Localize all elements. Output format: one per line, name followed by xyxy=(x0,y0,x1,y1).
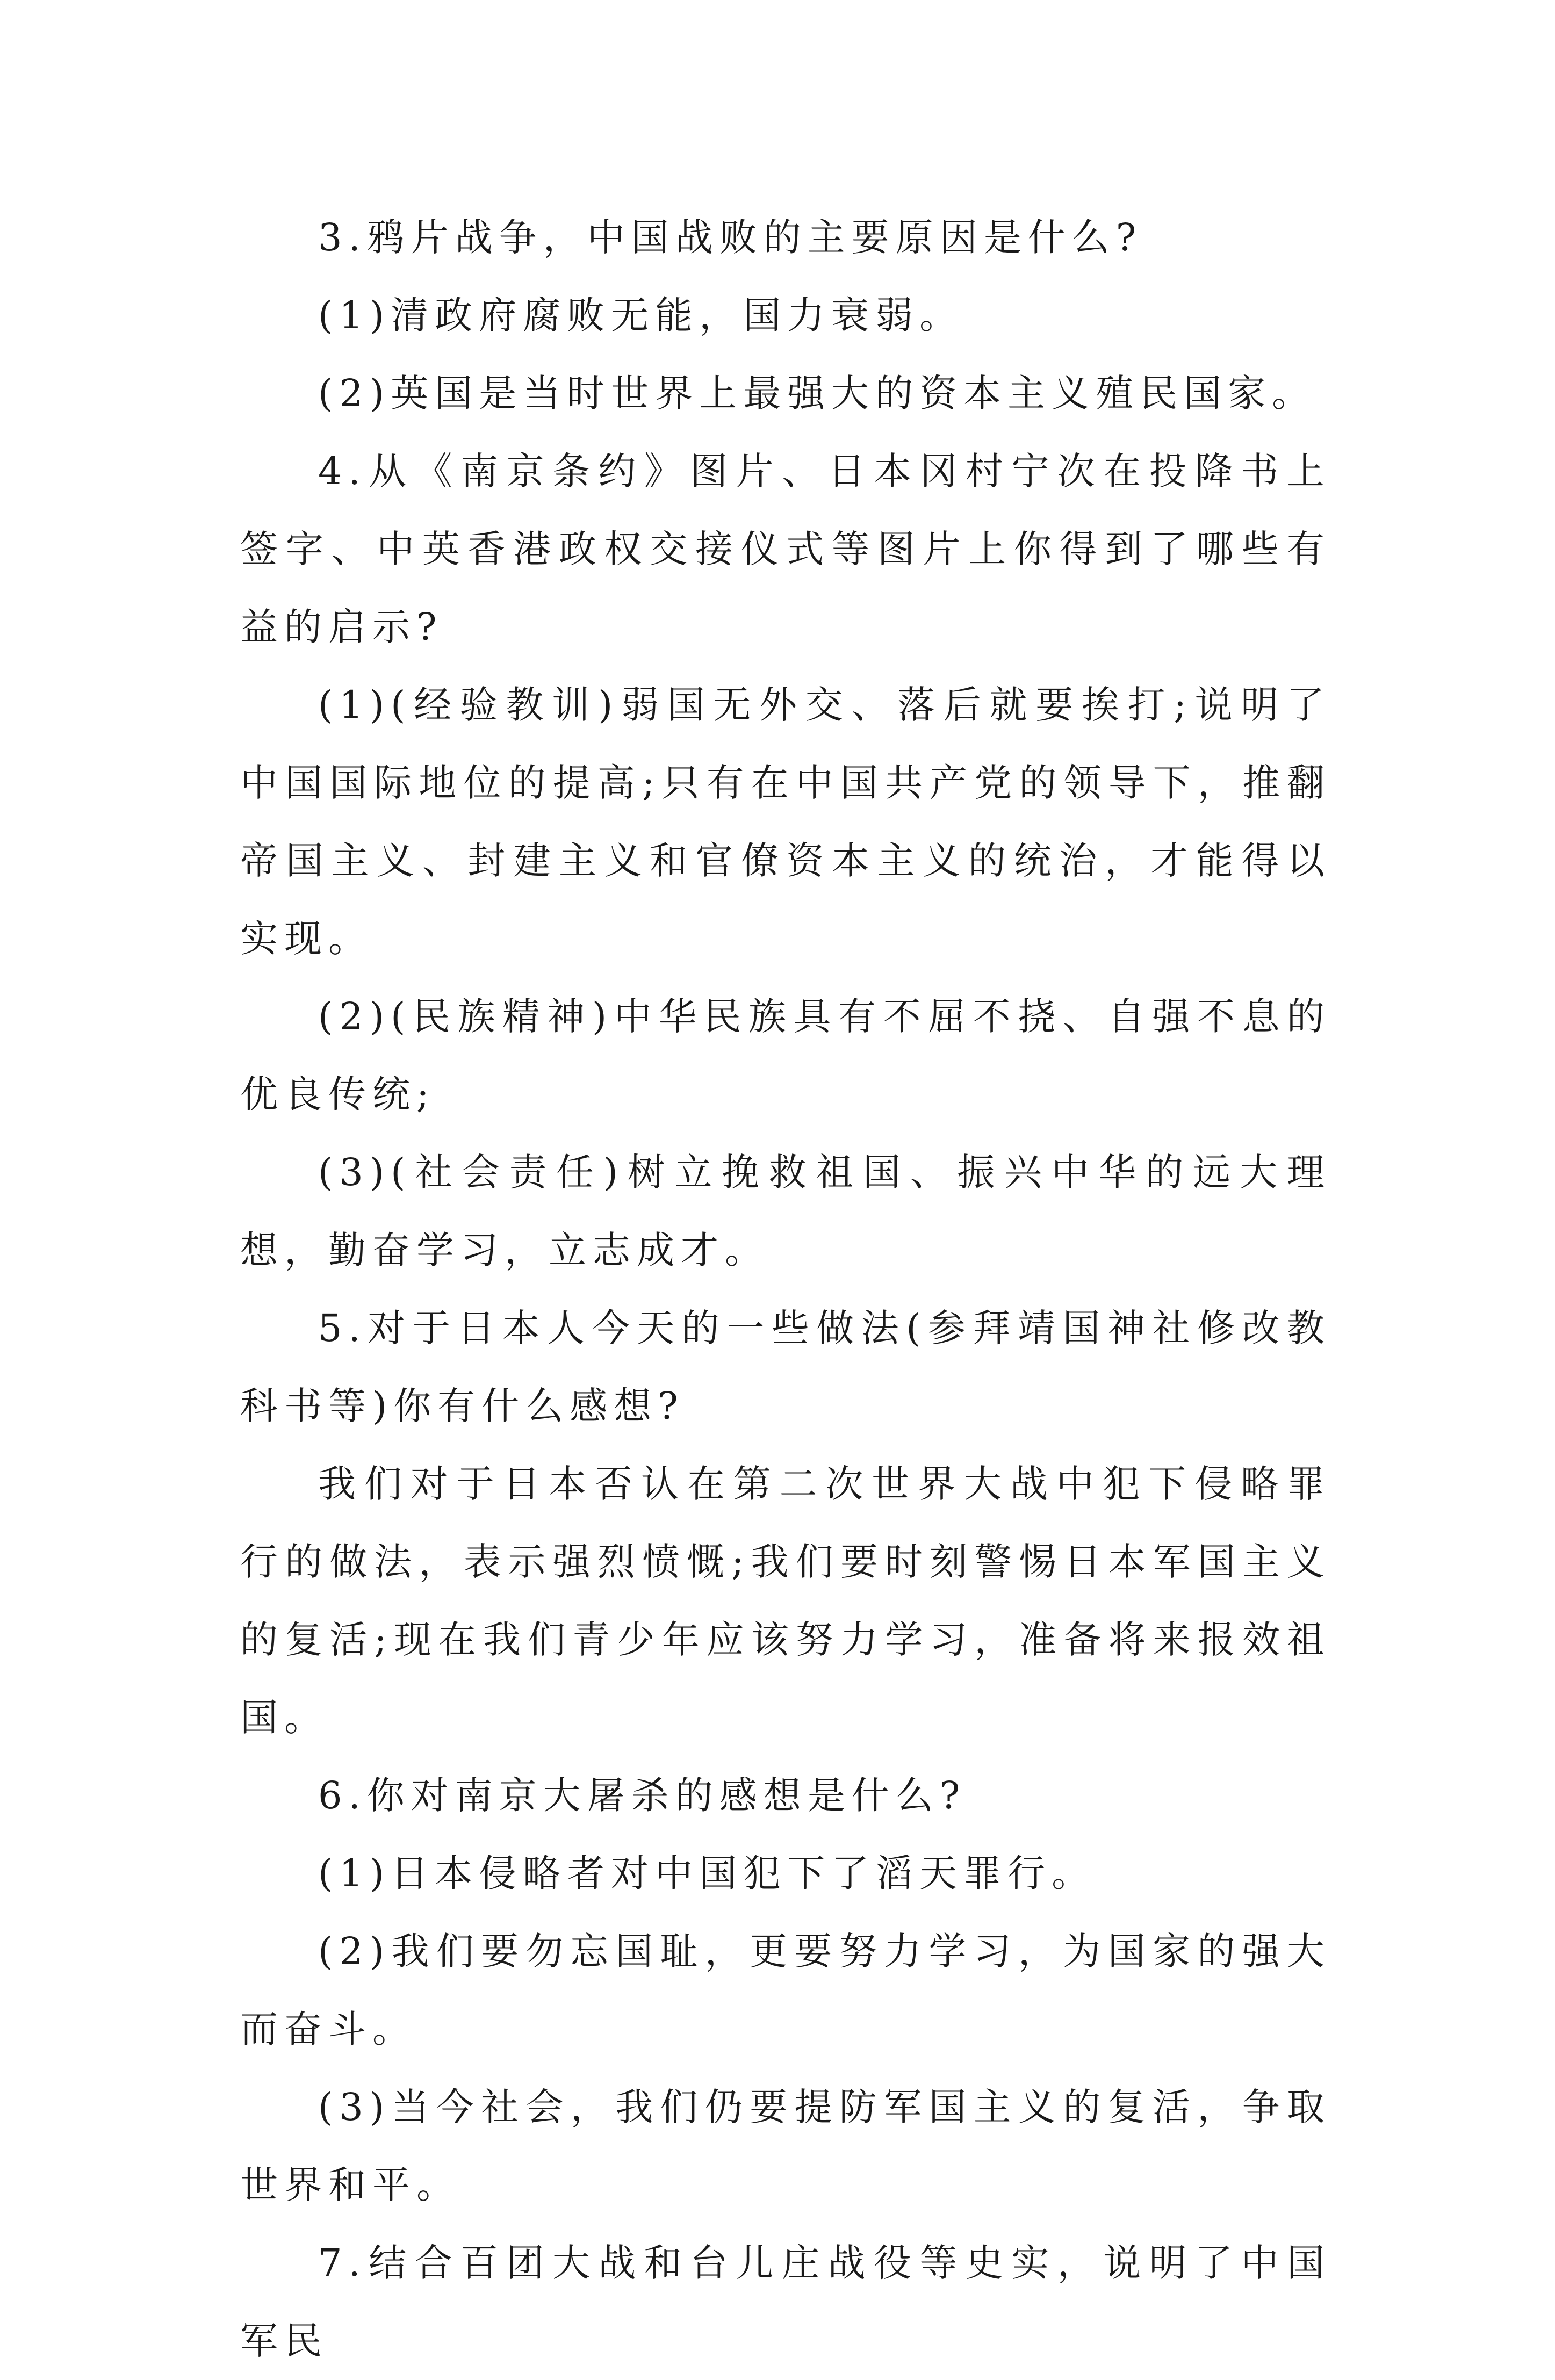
answer-3-point-1: (1)清政府腐败无能，国力衰弱。 xyxy=(318,293,964,337)
question-3: 3.鸦片战争，中国战败的主要原因是什么? xyxy=(318,215,1143,259)
question-4: 4.从《南京条约》图片、日本冈村宁次在投降书上签字、中英香港政权交接仪式等图片上你得到了哪些有益的启示? xyxy=(240,449,1331,649)
answer-6-point-3: (3)当今社会，我们仍要提防军国主义的复活，争取世界和平。 xyxy=(240,2085,1331,2207)
question-6: 6.你对南京大屠杀的感想是什么? xyxy=(318,1773,967,1818)
question-5: 5.对于日本人今天的一些做法(参拜靖国神社修改教科书等)你有什么感想? xyxy=(240,1306,1331,1428)
answer-4-point-2: (2)(民族精神)中华民族具有不屈不挠、自强不息的优良传统; xyxy=(240,994,1331,1116)
answer-6-point-2: (2)我们要勿忘国耻，更要努力学习，为国家的强大而奋斗。 xyxy=(240,1929,1331,2051)
document-body xyxy=(240,199,1331,2380)
answer-4-point-3: (3)(社会责任)树立挽救祖国、振兴中华的远大理想，勤奋学习，立志成才。 xyxy=(240,1150,1331,1272)
answer-5: 我们对于日本否认在第二次世界大战中犯下侵略罪行的做法，表示强烈愤慨;我们要时刻警惕日本军国主义的复活;现在我们青少年应该努力学习，准备将来报效祖国。 xyxy=(240,1462,1331,1740)
question-7: 7.结合百团大战和台儿庄战役等史实，说明了中国军民 xyxy=(240,2241,1331,2363)
answer-3-point-2: (2)英国是当时世界上最强大的资本主义殖民国家。 xyxy=(318,371,1316,415)
answer-4-point-1: (1)(经验教训)弱国无外交、落后就要挨打;说明了中国国际地位的提高;只有在中国共产党的领导下，推翻帝国主义、封建主义和官僚资本主义的统治，才能得以实现。 xyxy=(240,683,1331,961)
answer-6-point-1: (1)日本侵略者对中国犯下了滔天罪行。 xyxy=(318,1851,1096,1895)
